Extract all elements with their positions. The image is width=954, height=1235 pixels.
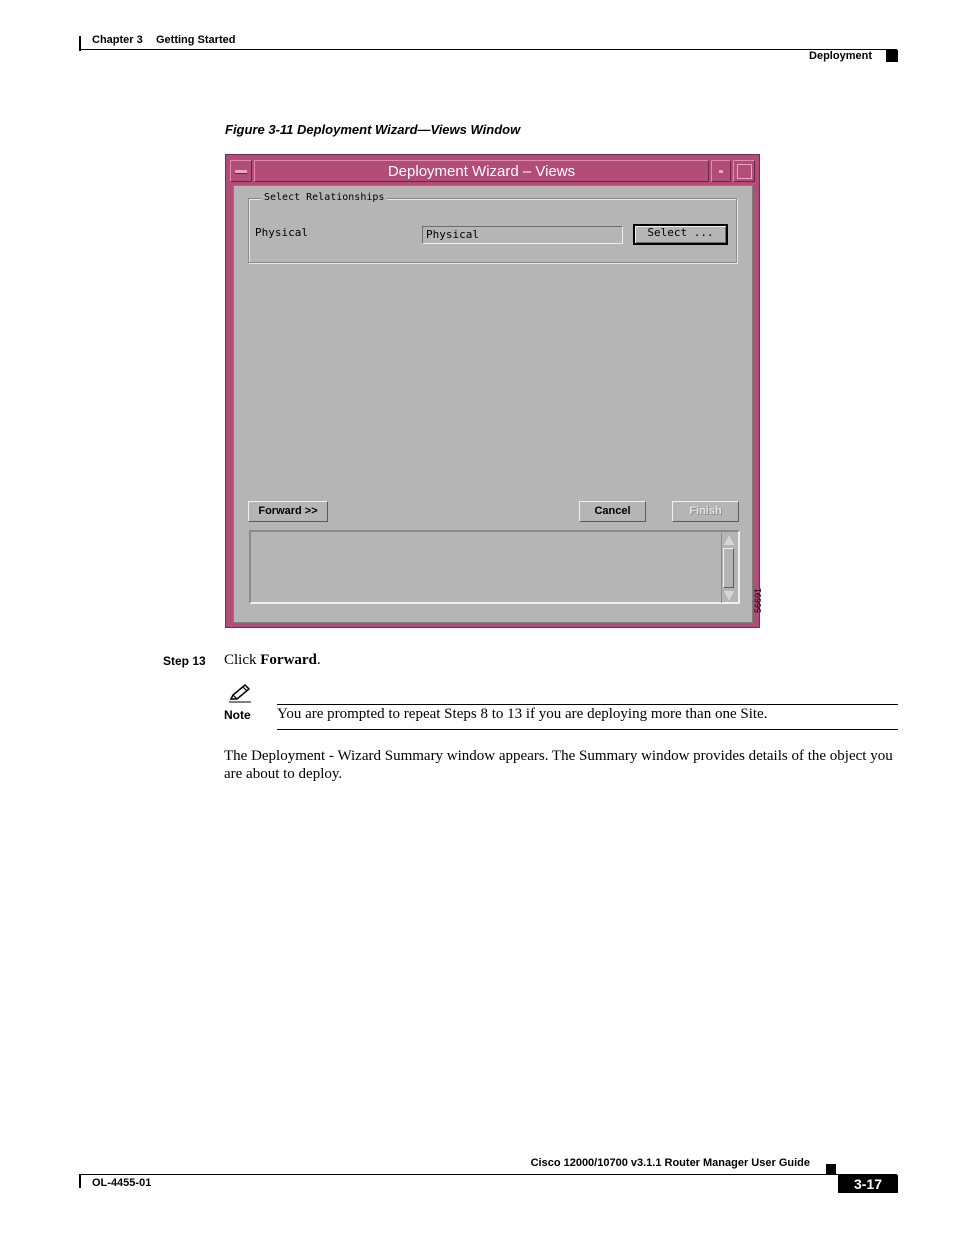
scroll-down-icon[interactable] — [724, 591, 734, 601]
group-legend: Select Relationships — [261, 192, 387, 203]
message-scrollbar[interactable] — [721, 533, 736, 603]
header-marker — [886, 50, 898, 62]
note-label: Note — [224, 708, 251, 722]
note-text: You are prompted to repeat Steps 8 to 13 if you are deploying more than one Site. — [277, 706, 768, 722]
header-chapter-title: Getting Started — [156, 34, 236, 46]
footer-guide-title: Cisco 12000/10700 v3.1.1 Router Manager User Guide — [530, 1157, 810, 1169]
physical-field[interactable]: Physical — [422, 226, 623, 244]
window-menu-icon[interactable] — [230, 160, 252, 182]
finish-button[interactable]: Finish — [672, 501, 739, 522]
cancel-button[interactable]: Cancel — [579, 501, 646, 522]
header-section: Deployment — [809, 50, 872, 62]
step-label: Step 13 — [163, 654, 206, 668]
footer-marker — [826, 1164, 836, 1174]
footer-doc-number: OL-4455-01 — [92, 1177, 152, 1189]
step-text-prefix: Click — [224, 652, 261, 668]
figure-id: 56691 — [753, 587, 763, 613]
maximize-icon[interactable] — [733, 160, 755, 182]
figure-caption: Figure 3-11 Deployment Wizard—Views Window — [225, 122, 521, 137]
window-title: Deployment Wizard – Views — [254, 160, 709, 182]
body-paragraph: The Deployment - Wizard Summary window appears. The Summary window provides details of the object you are about to deploy. — [224, 748, 893, 782]
note-rule-top — [277, 704, 898, 705]
step-text-suffix: . — [316, 652, 321, 668]
minimize-icon[interactable] — [711, 160, 731, 182]
note-rule-bottom — [277, 729, 898, 730]
window-titlebar — [226, 155, 759, 185]
footer-rule — [79, 1174, 897, 1175]
step-text-bold: Forward — [260, 652, 317, 668]
footer-rule-bar — [79, 1174, 81, 1188]
note-pencil-icon — [228, 683, 252, 703]
header-rule — [79, 49, 897, 50]
scroll-thumb[interactable] — [723, 548, 734, 588]
window-client-area — [233, 185, 753, 623]
footer-page-number: 3-17 — [838, 1175, 898, 1193]
physical-label: Physical — [255, 226, 308, 239]
select-button[interactable]: Select ... — [633, 224, 728, 245]
header-chapter: Chapter 3 — [92, 34, 143, 46]
step-text — [224, 652, 321, 669]
forward-button[interactable]: Forward >> — [248, 501, 328, 522]
scroll-up-icon[interactable] — [724, 535, 734, 545]
message-area[interactable] — [249, 530, 740, 604]
wizard-window — [225, 154, 760, 628]
